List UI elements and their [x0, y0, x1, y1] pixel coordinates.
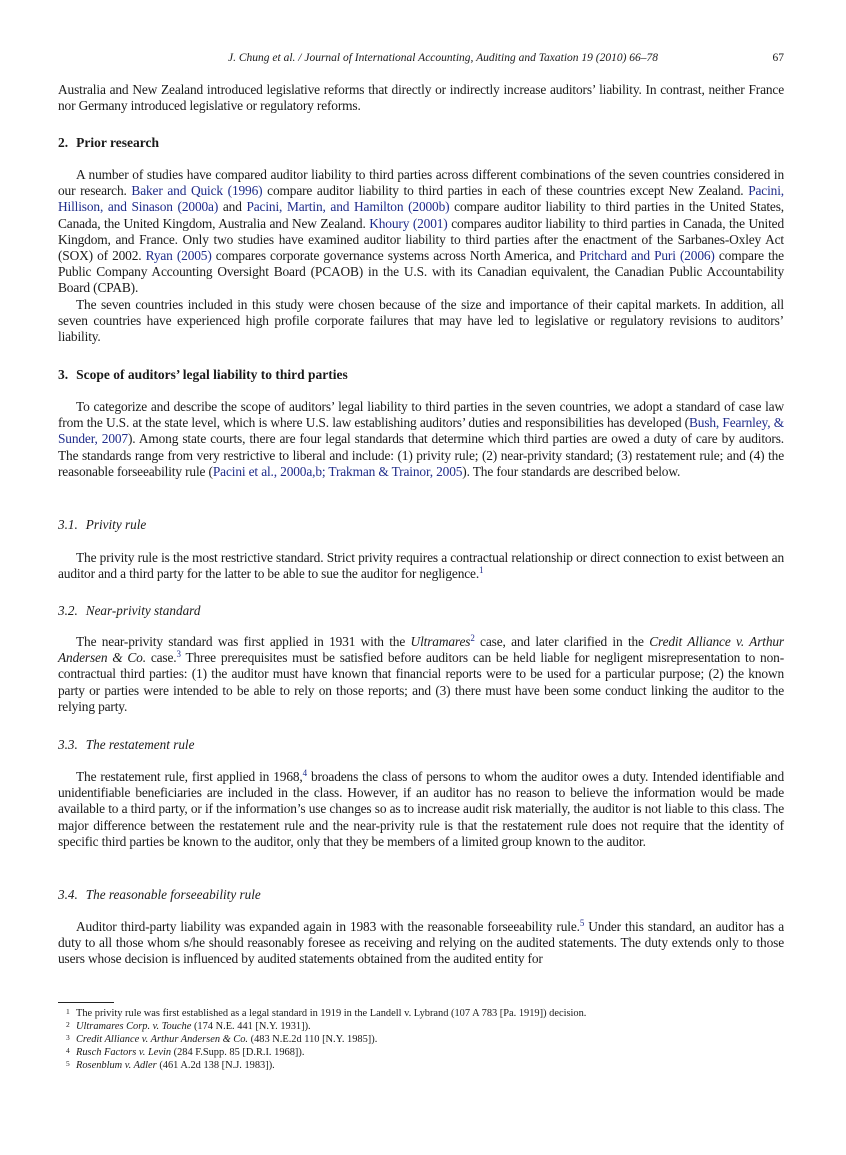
subsection-title: Near-privity standard [85, 603, 201, 618]
text-run: Under this standard, an auditor has a duty to all those whom s/he should reasonably foresee as receiving and relying on the audited statements. The duty extends only to those users whose decision is influenced by audited statements obtained from the audited entity for [58, 919, 784, 967]
footnote-ref[interactable]: 2 [470, 633, 475, 643]
text-run: case, and later clarified in the [474, 634, 650, 649]
page-number: 67 [772, 52, 784, 64]
text-run: compare auditor liability to third parties in the United States, Canada, the United Kingdom, Australia and New Zealand. [58, 199, 784, 231]
subsection-3-4-body [58, 919, 784, 968]
footnote [58, 1007, 784, 1020]
journal-citation: J. Chung et al. / Journal of International Accounting, Auditing and Taxation 19 (2010) 66–78 [228, 52, 659, 64]
citation-link[interactable]: Pacini et al., 2000a,b; Trakman & Trainor, 2005 [212, 463, 463, 479]
subsection-3-3-body [58, 769, 784, 850]
footnote [58, 1033, 784, 1046]
subsection-3-2-heading [58, 603, 784, 619]
text-run: and [218, 199, 247, 215]
subsection-title: The restatement rule [85, 737, 195, 752]
section-2-body [58, 167, 784, 345]
footnote [58, 1059, 784, 1072]
paragraph [58, 919, 784, 968]
footnote-divider [58, 1002, 114, 1003]
subsection-3-2-body [58, 634, 784, 715]
text-run: The privity rule is the most restrictive standard. Strict privity requires a contractual relationship or direct connection to exist between an auditor and a third party for the latter to be able to sue the auditor for negligence. [58, 550, 784, 582]
text-run: To categorize and describe the scope of auditors’ legal liability to third parties in the seven countries, we adopt a standard of case law from the U.S. at the state level, which is where U.S. law establishing auditors’ duties and responsibilities has developed ( [58, 399, 784, 431]
citation-link[interactable]: Pacini, Hillison, and Sinason (2000a) [58, 183, 784, 215]
citation-link[interactable]: Bush, Fearnley, & Sunder, 2007 [58, 415, 784, 447]
case-name: Credit Alliance v. Arthur Andersen & Co. [58, 634, 784, 666]
case-name: Ultramares [410, 634, 471, 649]
footnote-text: (284 F.Supp. 85 [D.R.I. 1968]). [171, 1047, 305, 1059]
paragraph [58, 769, 784, 850]
citation-link[interactable]: Ryan (2005) [145, 248, 212, 264]
footnote-number: 2 [66, 1020, 70, 1030]
subsection-3-4-heading [58, 887, 784, 903]
text-run: A number of studies have compared auditor liability to third parties across different combinations of the seven countries considered in our research. [58, 167, 784, 199]
footnote-ref[interactable]: 3 [176, 649, 181, 660]
paragraph: The seven countries included in this study were chosen because of the size and importance of their capital markets. In addition, all seven countries have experienced high profile corporate failures that may have led to legislative or regulatory revisions to auditors’ liability. [58, 296, 784, 345]
footnote-number: 5 [66, 1059, 70, 1069]
section-number: 2. [58, 135, 69, 150]
subsection-number: 3.4. [58, 887, 78, 902]
section-3-heading [58, 367, 784, 383]
footnote-ref[interactable]: 1 [479, 565, 484, 576]
subsection-3-1-heading [58, 517, 784, 533]
case-name: Ultramares Corp. v. Touche [76, 1021, 192, 1033]
section-title: Scope of auditors’ legal liability to third parties [76, 367, 348, 382]
footnote-ref[interactable]: 5 [579, 918, 585, 928]
footnotes [58, 1007, 784, 1072]
footnote-text: (461 A.2d 138 [N.J. 1983]). [156, 1060, 275, 1072]
footnote-text: The privity rule was first established as a legal standard in 1919 in the Landell v. Lybrand (107 A 783 [Pa. 1919]) decision. [76, 1008, 587, 1019]
running-head [58, 52, 784, 68]
footnote-number: 1 [66, 1007, 70, 1016]
text-run: Three prerequisites must be satisfied before auditors can be held liable for negligent misrepresentation to non-contractual third parties: (1) the auditor must have known that financial reports were to be used for a particular purpose; (2) the known party or parties were intended to be able to rely on those reports; and (3) there must have been some conduct linking the auditor to the relying party. [58, 650, 785, 714]
footnote-text: (174 N.E. 441 [N.Y. 1931]). [191, 1021, 311, 1033]
text-run: broadens the class of persons to whom the auditor owes a duty. Intended identifiable and unidentifiable beneficiaries are included in the class. However, if an auditor has no reason to believe the information would be made available to a third party, or if the information’s use changes so as to increase audit risk materially, the auditor is not liable to this class. The major difference between the restatement rule and the near-privity rule is that the restatement rule does not require that the identity of specific third parties be known to the auditor, only that they be members of a limited group known to the auditor. [58, 769, 784, 849]
section-number: 3. [58, 367, 69, 382]
text-run: Auditor third-party liability was expanded again in 1983 with the reasonable forseeability rule. [76, 919, 580, 934]
text-run: The restatement rule, first applied in 1968, [76, 769, 303, 784]
case-name: Rosenblum v. Adler [76, 1060, 157, 1072]
text-run: compare the Public Company Accounting Oversight Board (PCAOB) in the U.S. with its Canadian equivalent, the Canadian Public Accountability Board (CPAB). [58, 248, 784, 296]
footnote-number: 3 [66, 1033, 70, 1043]
subsection-number: 3.1. [58, 517, 78, 532]
text-run: ). Among state courts, there are four legal standards that determine which third parties are owed a duty of care by auditors. The standards range from very restrictive to liberal and include: (1) privity rule; (2) near-privity standard; (3) restatement rule; and (4) the reasonable forseeability rule ( [58, 431, 784, 479]
text-run: compares auditor liability to third parties in Canada, the United Kingdom, and France. Only two studies have examined auditor liability to third parties after the enactment of the Sarbanes-Oxley Act (SOX) of 2002. [58, 215, 784, 264]
citation-link[interactable]: Pacini, Martin, and Hamilton (2000b) [246, 199, 450, 215]
subsection-title: The reasonable forseeability rule [85, 887, 261, 902]
text-run: ). The four standards are described below. [462, 463, 681, 479]
citation-link[interactable]: Pritchard and Puri (2006) [579, 248, 715, 264]
citation-link[interactable]: Khoury (2001) [369, 215, 448, 231]
footnote [58, 1046, 784, 1059]
section-title: Prior research [76, 135, 159, 150]
case-name: Rusch Factors v. Levin [76, 1047, 172, 1059]
text-run: case. [145, 650, 177, 666]
case-name: Credit Alliance v. Arthur Andersen & Co. [76, 1034, 249, 1046]
section-3-body [58, 399, 784, 480]
footnote-number: 4 [66, 1046, 70, 1056]
text-run: compares corporate governance systems across North America, and [211, 248, 580, 264]
subsection-title: Privity rule [85, 517, 147, 532]
paragraph [58, 167, 784, 297]
subsection-number: 3.3. [58, 737, 78, 752]
paragraph [58, 550, 784, 582]
section-2-heading [58, 135, 784, 151]
footnote-text: (483 N.E.2d 110 [N.Y. 1985]). [248, 1034, 378, 1046]
paragraph [58, 634, 784, 715]
footnote [58, 1020, 784, 1033]
text-run: The near-privity standard was first applied in 1931 with the [76, 634, 411, 649]
citation-link[interactable]: Baker and Quick (1996) [131, 183, 263, 199]
intro-paragraph-block [58, 82, 784, 114]
subsection-3-3-heading [58, 737, 784, 753]
paragraph [58, 399, 784, 480]
text-run: compare auditor liability to third parties in each of these countries except New Zealand. [262, 183, 749, 199]
subsection-number: 3.2. [58, 603, 78, 618]
footnote-ref[interactable]: 4 [302, 768, 307, 778]
subsection-3-1-body [58, 550, 784, 582]
intro-paragraph: Australia and New Zealand introduced legislative reforms that directly or indirectly increase auditors’ liability. In contrast, neither France nor Germany introduced legislative or regulatory reforms. [58, 82, 784, 114]
